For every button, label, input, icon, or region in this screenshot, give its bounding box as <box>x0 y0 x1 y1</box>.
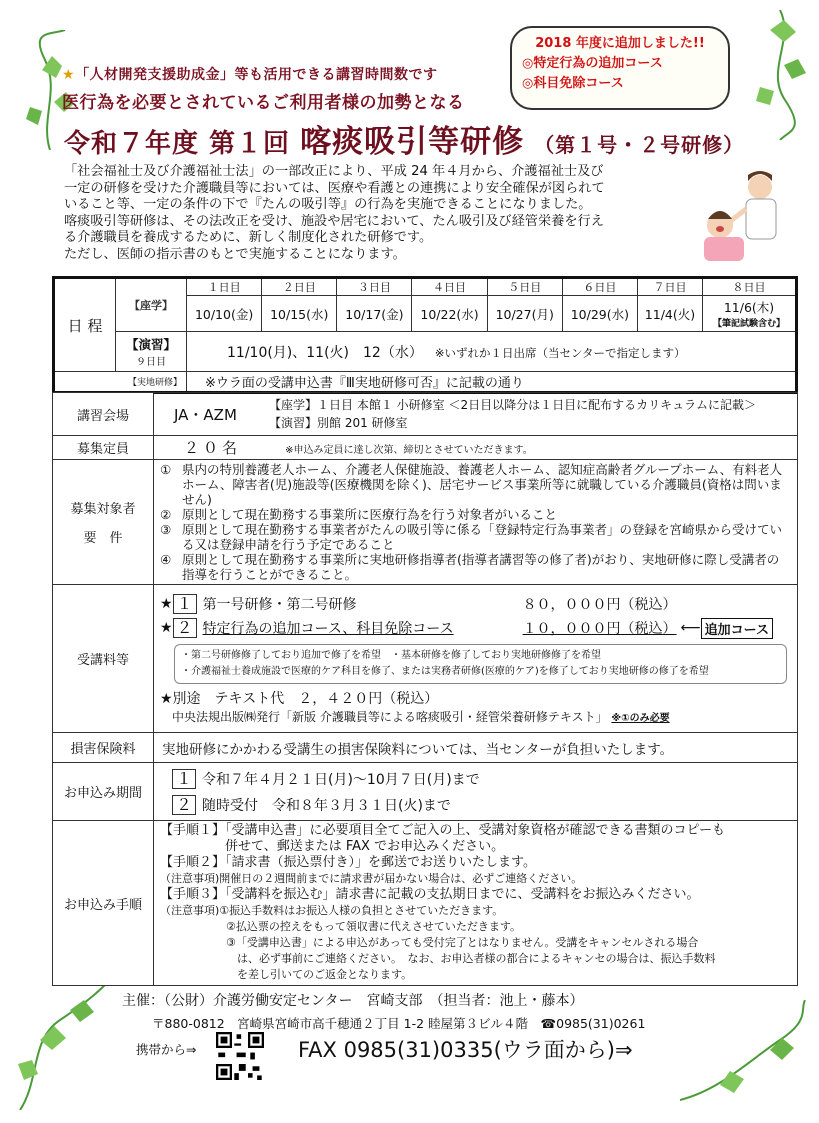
fee-notes <box>174 644 787 684</box>
practice-dates: 11/10(月)、11(火) 12（水） <box>227 344 423 361</box>
title-sub: （第１号・２号研修） <box>534 133 745 157</box>
exam-note: 【筆記試験含む】 <box>712 319 785 329</box>
day-header: ５日目 <box>487 278 562 296</box>
capacity-label: 募集定員 <box>53 436 154 460</box>
day-header: ６日目 <box>562 278 637 296</box>
fees-label: 受講料等 <box>53 585 154 733</box>
fee-text: 第一号研修・第二号研修 <box>202 597 357 613</box>
lecture-date-last <box>703 296 797 332</box>
fee-row-2 <box>160 616 791 640</box>
capacity-cell <box>154 436 798 460</box>
practice-sub: ９日目 <box>136 357 166 368</box>
subsidy-text: 「人材開発支援助成金」等も活用できる講習時間数です <box>75 67 438 83</box>
schedule-table <box>52 276 798 394</box>
period-text: 随時受付 令和８年３月３１日(火)まで <box>202 797 451 814</box>
capacity-value: ２０名 <box>184 439 242 457</box>
organizer: 主催：（公財）介護労働安定センター 宮崎支部 （担当者：池上・藤本） <box>122 993 584 1009</box>
item-text: 原則として現在勤務する事業者がたんの吸引等に係る「登録特定行為事業者」の登録を宮崎県から受けている又は登録申請を行う予定であること <box>182 522 783 552</box>
eligibility-label-1: 募集対象者 <box>70 502 136 517</box>
period-number: ２ <box>172 795 196 815</box>
subsidy-headline <box>62 64 438 84</box>
text-only-note: ※①のみ必要 <box>611 713 670 724</box>
procedure-line: （注意事項)①振込手数料はお振込人様の負担とさせていただきます。 <box>160 904 504 917</box>
lecture-date: 10/29(水) <box>562 296 637 332</box>
eligibility-item <box>160 552 791 582</box>
item-number: ① <box>160 462 172 477</box>
fee-text: 特定行為の追加コース、科目免除コース <box>202 621 454 637</box>
intro-line: 一定の研修を受けた介護職員等においては、医療や看護との連携により安全確保が図られて <box>64 180 605 196</box>
eligibility-item <box>160 507 791 522</box>
procedure-line: ③「受講申込書」による申込があっても受付完了とはなりません。受講をキャンセルされる場合 <box>160 936 699 949</box>
item-text: 県内の特別養護老人ホーム、介護老人保健施設、養護老人ホーム、認知症高齢者グループホーム、有料老人ホーム、障害者(児)施設等(医療機関を除く)、居宅サービス事業所等に就職している介護職員(資格は問いません) <box>182 462 783 507</box>
day-header: ３日目 <box>337 278 412 296</box>
address: 〒880-0812 宮崎県宮崎市高千穂通２丁目 1-2 睦屋第３ビル４階 ☎0985(31)0261 <box>152 1016 646 1031</box>
eligibility-label <box>53 460 154 585</box>
lecture-date: 11/6(木) <box>723 300 775 315</box>
procedure-cell <box>154 821 798 986</box>
fee-row-1 <box>160 592 791 616</box>
text-fee: ★別途 テキスト代 ２，４２０円（税込） <box>160 691 439 707</box>
item-number: ② <box>160 507 172 522</box>
lecture-label: 【座学】 <box>116 278 187 332</box>
add-course-tag: 追加コース <box>701 618 773 639</box>
field-label: 【実地研修】 <box>54 372 187 393</box>
fee-number: １ <box>173 594 197 614</box>
intro-paragraph <box>64 164 668 263</box>
day-header: １日目 <box>187 278 262 296</box>
field-text: ※ウラ面の受講申込書『Ⅲ実地研修可否』に記載の通り <box>187 372 797 393</box>
day-header: ８日目 <box>703 278 797 296</box>
item-number: ③ <box>160 522 172 537</box>
title-main: 喀痰吸引等研修 <box>300 124 525 160</box>
procedure-line: は、必ず事前にご連絡ください。 なお、お申込者様の都合によるキャンセの場合は、振込手数料 <box>160 952 716 965</box>
period-number: １ <box>172 769 196 789</box>
text-publisher: 中央法規出版㈱発行「新版 介護職員等による喀痰吸引・経管栄養研修テキスト」 <box>172 710 608 724</box>
vine-decoration-bottom-right <box>680 1000 810 1110</box>
venue-line: 【演習】別館 201 研修室 <box>269 416 408 430</box>
tagline: 医行為を必要とされているご利用者様の加勢となる <box>62 93 465 113</box>
intro-line: 喀痰吸引等研修は、その法改正を受け、施設や居宅において、たん吸引及び経管栄養を行え <box>64 213 604 229</box>
period-text: 令和７年４月２１日(月)～10月７日(月)まで <box>202 771 480 788</box>
insurance-text: 実地研修にかかわる受講生の損害保険料については、当センターが負担いたします。 <box>154 733 798 763</box>
insurance-label: 損害保険料 <box>53 733 154 763</box>
lecture-date: 10/15(水) <box>262 296 337 332</box>
arrow-left-icon: ⟵ <box>680 620 701 636</box>
vine-decoration-bottom-left <box>10 980 120 1110</box>
mobile-label: 携帯から⇒ <box>136 1042 197 1057</box>
star-icon: ★ <box>160 620 173 636</box>
text-publisher-line <box>160 708 791 725</box>
eligibility-label-2: 要 件 <box>83 531 123 546</box>
fee-note: ・介護福祉士養成施設で医療的ケア科目を修了、または実務者研修(医療的ケア)を修了しており実地研修の修了を希望 <box>181 666 709 677</box>
day-header: ７日目 <box>637 278 702 296</box>
fees-cell <box>154 585 798 733</box>
capacity-note: ※申込み定員に達し次第、締切とさせていただきます。 <box>285 445 533 456</box>
notice-badge <box>510 26 730 110</box>
lecture-date: 10/10(金) <box>187 296 262 332</box>
lecture-date: 10/22(水) <box>412 296 487 332</box>
fax-number: FAX 0985(31)0335(ウラ面から)⇒ <box>298 1038 633 1062</box>
qr-code-icon[interactable] <box>216 1032 264 1080</box>
procedure-line: （注意事項)開催日の２週間前までに請求書が届かない場合は、必ずご連絡ください。 <box>160 872 583 885</box>
fee-number: ２ <box>173 618 197 638</box>
procedure-label: お申込み手順 <box>53 821 154 986</box>
item-number: ④ <box>160 552 172 567</box>
fee-price: １０，０００円（税込） <box>522 621 677 637</box>
page-title <box>64 116 744 161</box>
practice-cell <box>187 332 797 372</box>
star-icon: ★ <box>62 67 76 83</box>
procedure-line: 【手順３】「受講料を振込む」請求書に記載の支払期日までに、受講料をお振込みください。 <box>160 887 700 902</box>
day-header: ２日目 <box>262 278 337 296</box>
procedure-line: ②払込票の控えをもって領収書に代えさせていただきます。 <box>160 920 521 933</box>
procedure-line: を差し引いてのご返金となります。 <box>160 968 413 981</box>
item-text: 原則として現在勤務する事業所に実地研修指導者(指導者講習等の修了者)がおり、実地研修に際し受講者の指導を行うことができること。 <box>182 552 780 582</box>
eligibility-item <box>160 522 791 552</box>
practice-label-cell <box>116 332 187 372</box>
notice-line: 2018 年度に追加しました!! <box>535 36 705 51</box>
venue-name: JA・AZM <box>174 405 237 424</box>
vine-decoration-top-right <box>740 10 815 140</box>
star-icon: ★ <box>160 596 173 612</box>
practice-label: 【演習】 <box>125 337 176 352</box>
day-header: ４日目 <box>412 278 487 296</box>
info-table <box>52 392 798 986</box>
fee-note: ・第二号研修修了しており追加で修了を希望 ・基本研修を修了しており実地研修修了を希望 <box>181 650 601 661</box>
procedure-line: 【手順２】「請求書（振込票付き）」を郵送でお送りいたします。 <box>160 855 536 870</box>
practice-note: ※いずれか１日出席（当センターで指定します） <box>434 345 686 360</box>
intro-line: いること等、一定の条件の下で『たんの吸引等』の行為を実施できることになりました。 <box>64 197 592 212</box>
procedure-line: 【手順１】「受講申込書」に必要項目全てご記入の上、受講対象資格が確認できる書類のコピーも <box>160 823 725 838</box>
period-row-1 <box>172 766 796 792</box>
schedule-label: 日 程 <box>54 278 116 372</box>
period-label: お申込み期間 <box>53 763 154 821</box>
eligibility-item <box>160 462 791 507</box>
intro-line: ただし、医師の指示書のもとで実施することになります。 <box>64 246 406 262</box>
item-text: 原則として現在勤務する事業所に医療行為を行う対象者がいること <box>182 507 558 522</box>
lecture-date: 11/4(火) <box>637 296 702 332</box>
title-year: 令和７年度 第１回 <box>64 129 291 159</box>
venue-cell <box>154 393 798 436</box>
intro-line: る介護職員を養成するために、新しく制度化された研修です。 <box>64 230 433 245</box>
procedure-line: 併せて、郵送または FAX でお申込みください。 <box>160 839 505 854</box>
venue-label: 講習会場 <box>53 393 154 436</box>
venue-line: 【座学】１日目 本館１ 小研修室 ＜2日目以降分は１日目に配布するカリキュラムに記載＞ <box>269 398 756 412</box>
fee-price: ８０，０００円（税込） <box>522 597 677 613</box>
nurse-illustration <box>690 165 790 265</box>
notice-line: ◎科目免除コース <box>522 76 624 91</box>
period-row-2 <box>172 792 796 818</box>
period-cell <box>154 763 798 821</box>
lecture-date: 10/17(金) <box>337 296 412 332</box>
intro-line: 「社会福祉士及び介護福祉士法」の一部改正により、平成 24 年４月から、介護福祉士及び <box>64 164 604 179</box>
eligibility-cell <box>154 460 798 585</box>
lecture-date: 10/27(月) <box>487 296 562 332</box>
notice-line: ◎特定行為の追加コース <box>522 56 663 71</box>
